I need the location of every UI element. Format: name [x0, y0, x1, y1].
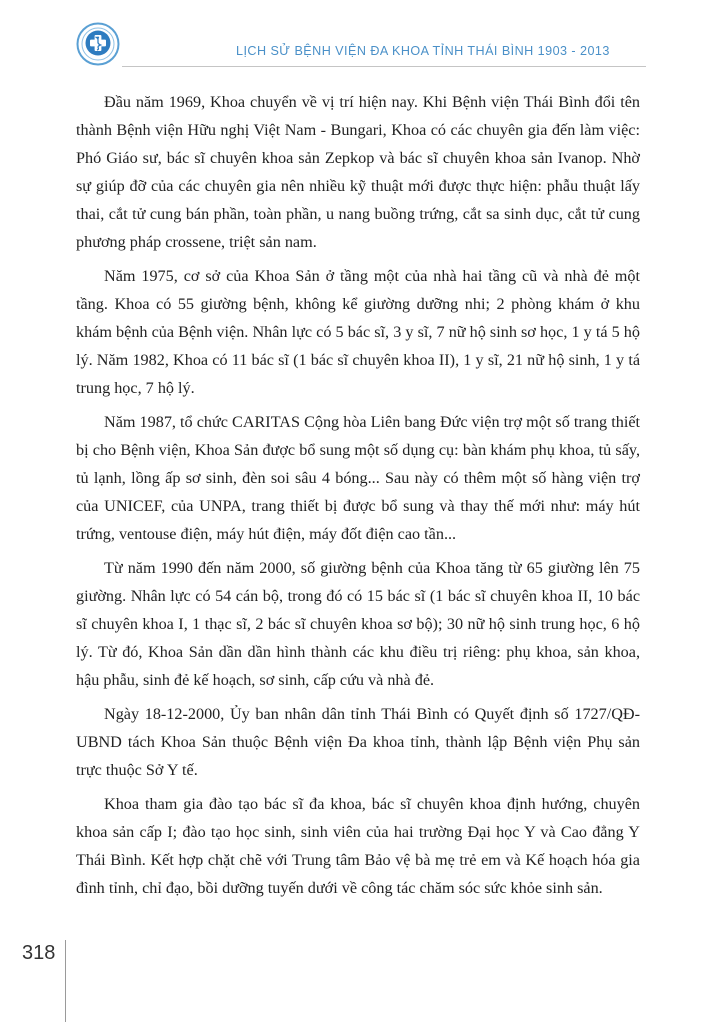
- hospital-logo-icon: [76, 22, 120, 66]
- footer-divider: [65, 940, 66, 1022]
- paragraph: Từ năm 1990 đến năm 2000, số giường bệnh của Khoa tăng từ 65 giường lên 75 giường. Nhân lực có 54 cán bộ, trong đó có 15 bác sĩ (1 bác sĩ chuyên khoa II, 10 bác sĩ chuyên khoa I, 1 thạc sĩ, 2 bác sĩ chuyên khoa sơ bộ); 30 nữ hộ sinh trung học, 6 hộ lý. Từ đó, Khoa Sản dần dần hình thành các khu điều trị riêng: phụ khoa, sản khoa, hậu phẫu, sinh đẻ kế hoạch, sơ sinh, cấp cứu và nhà đẻ.: [76, 559, 640, 689]
- paragraph: Ngày 18-12-2000, Ủy ban nhân dân tỉnh Thái Bình có Quyết định số 1727/QĐ-UBND tách Khoa Sản thuộc Bệnh viện Đa khoa tỉnh, thành lập Bệnh viện Phụ sản trực thuộc Sở Y tế.: [76, 705, 640, 779]
- paragraph: Năm 1975, cơ sở của Khoa Sản ở tầng một của nhà hai tầng cũ và nhà đẻ một tầng. Khoa có 55 giường bệnh, không kể giường dưỡng nhi; 2 phòng khám ở khu khám bệnh của Bệnh viện. Nhân lực có 5 bác sĩ, 3 y sĩ, 7 nữ hộ sinh sơ học, 1 y tá 5 hộ lý. Năm 1982, Khoa có 11 bác sĩ (1 bác sĩ chuyên khoa II), 1 y sĩ, 21 nữ hộ sinh, 1 y tá trung học, 7 hộ lý.: [76, 267, 640, 397]
- paragraph: Khoa tham gia đào tạo bác sĩ đa khoa, bác sĩ chuyên khoa định hướng, chuyên khoa sản cấp I; đào tạo học sinh, sinh viên của hai trường Đại học Y và Cao đẳng Y Thái Bình. Kết hợp chặt chẽ với Trung tâm Bảo vệ bà mẹ trẻ em và Kế hoạch hóa gia đình tỉnh, chỉ đạo, bồi dưỡng tuyến dưới về công tác chăm sóc sức khỏe sinh sản.: [76, 795, 640, 897]
- running-header-title: LỊCH SỬ BỆNH VIỆN ĐA KHOA TỈNH THÁI BÌNH 1903 - 2013: [236, 44, 610, 58]
- page-number: 318: [22, 942, 56, 964]
- paragraph: Năm 1987, tổ chức CARITAS Cộng hòa Liên bang Đức viện trợ một số trang thiết bị cho Bệnh viện, Khoa Sản được bổ sung một số dụng cụ: bàn khám phụ khoa, tủ sấy, tủ lạnh, lồng ấp sơ sinh, đèn soi sâu 4 bóng... Sau này có thêm một số hàng viện trợ của UNICEF, của UNPA, trang thiết bị được bổ sung và thay thế mới như: máy hút trứng, ventouse điện, máy hút điện, máy đốt điện cao tần...: [76, 413, 640, 543]
- paragraph: Đầu năm 1969, Khoa chuyển về vị trí hiện nay. Khi Bệnh viện Thái Bình đổi tên thành Bệnh viện Hữu nghị Việt Nam - Bungari, Khoa có các chuyên gia đến làm việc: Phó Giáo sư, bác sĩ chuyên khoa sản Zepkop và bác sĩ chuyên khoa sản Ivanop. Nhờ sự giúp đỡ của các chuyên gia nên nhiều kỹ thuật mới được thực hiện: phẫu thuật lấy thai, cắt tử cung bán phần, toàn phần, u nang buồng trứng, cắt sa sinh dục, cắt tử cung phương pháp crossene, triệt sản nam.: [76, 93, 640, 251]
- header-divider: [122, 66, 646, 67]
- body-text: [76, 88, 640, 908]
